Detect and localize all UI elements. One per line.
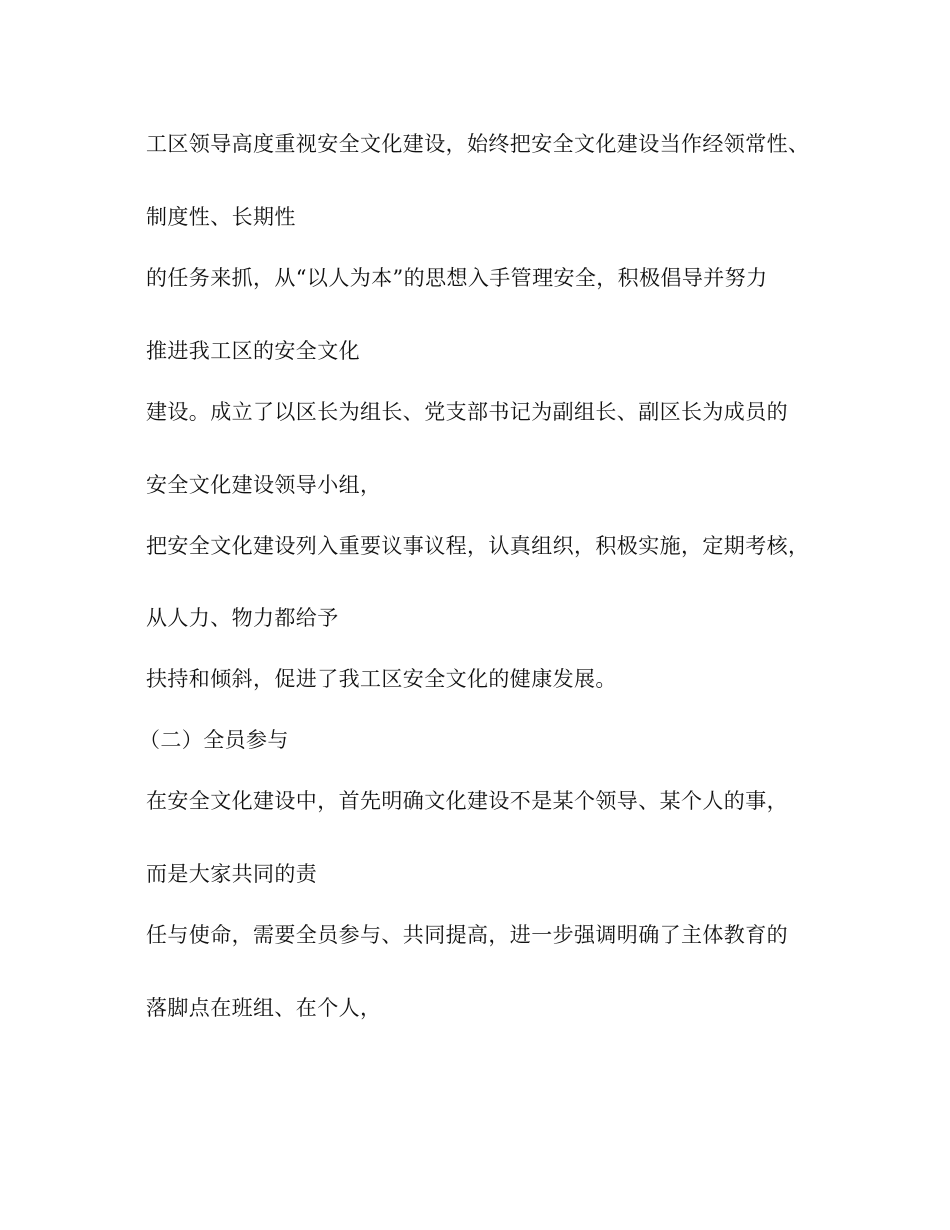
paragraph-line: 安全文化建设领导小组， (146, 473, 382, 497)
paragraph-line: 把安全文化建设列入重要议事议程，认真组织，积极实施，定期考核， (146, 534, 810, 558)
paragraph-line: 推进我工区的安全文化 (146, 339, 360, 363)
section-heading: （二）全员参与 (139, 728, 289, 752)
paragraph-line: 落脚点在班组、在个人， (146, 996, 382, 1020)
paragraph-line: 从人力、物力都给予 (146, 606, 339, 630)
paragraph-line: 任与使命，需要全员参与、共同提高，进一步强调明确了主体教育的 (146, 923, 788, 947)
paragraph-line: 而是大家共同的责 (146, 862, 318, 886)
paragraph-line: 建设。成立了以区长为组长、党支部书记为副组长、副区长为成员的 (146, 400, 788, 424)
paragraph-line: 扶持和倾斜，促进了我工区安全文化的健康发展。 (146, 667, 617, 691)
paragraph-line: 工区领导高度重视安全文化建设，始终把安全文化建设当作经领常性、 (146, 132, 810, 156)
paragraph-line: 制度性、长期性 (146, 205, 296, 229)
paragraph-line: 的任务来抓，从“以人为本”的思想入手管理安全，积极倡导并努力 (146, 266, 768, 290)
paragraph-line: 在安全文化建设中，首先明确文化建设不是某个领导、某个人的事， (146, 789, 788, 813)
